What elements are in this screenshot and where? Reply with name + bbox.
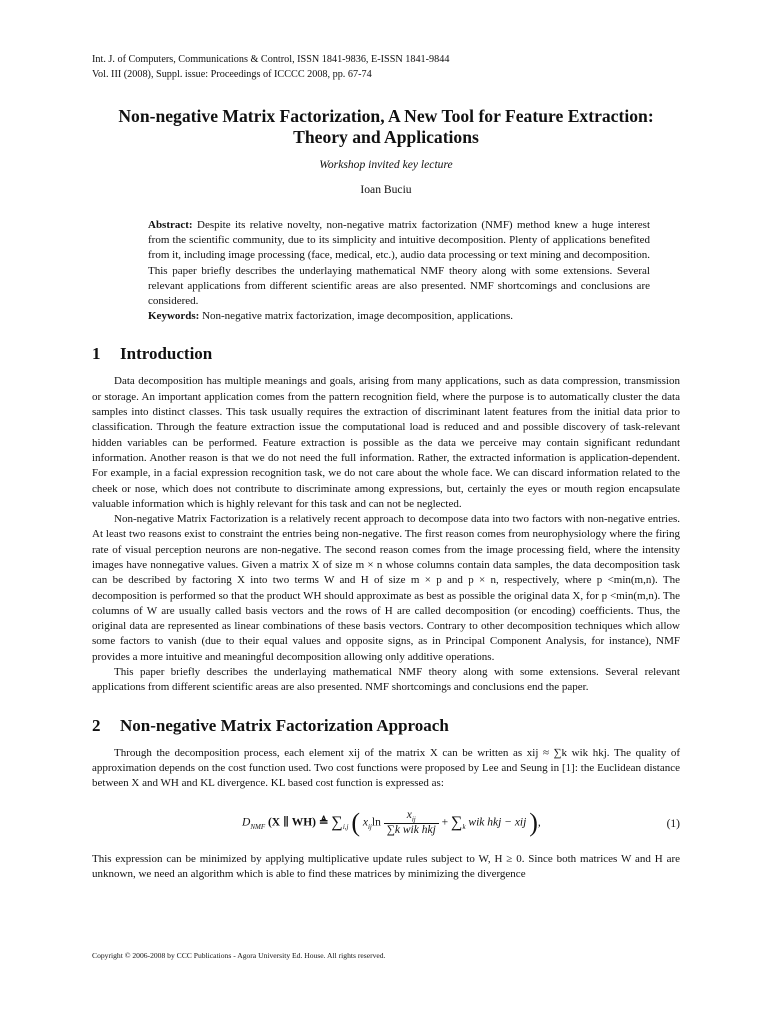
keywords-text: Non-negative matrix factorization, image decomposition, applications. bbox=[202, 310, 514, 323]
keywords-label: Keywords: bbox=[148, 310, 200, 323]
intro-paragraph-1: Data decomposition has multiple meanings and goals, arising from many applications, such as data compression, transmission or storage. An important application comes from the pattern recognition field, where the purpose is to automatically cluster the data samples into distinct classes. This task usually requires the extraction of discriminant latent features from the initial data prior to classification. Through the feature extraction issue the computational load is reduced and and possible discovery of task-relevant hidden variables can be performed. Feature extraction is possible as the data we perceive may contain significant redundant information. Another reason is that we do not need the full information. Rather, the extracted information is application-dependent. For example, in a facial expression recognition task, we do not care about the whole face. We can discard information related to the cheek or nose, which does not contribute to discriminate among expressions, but, certainly the eyes or mouth region encapsulate valuable information which is highly relevant for this task and can not be neglected. bbox=[92, 375, 680, 510]
equation-1 bbox=[92, 802, 680, 844]
equation-fraction: $\frac{x_{ij}}{\text{∑k wik hkj}}$ bbox=[384, 809, 439, 836]
equation-body: $D_{NMF}$ (X ∥ WH) ≜ $\sum_{i,j}$ ( $x_{ij}\ln$ $\frac{x_{ij}}{\text{∑k wik hkj}}$ + $\sum_k$ wik hkj − xij ), bbox=[242, 807, 541, 837]
intro-paragraph-2: Non-negative Matrix Factorization is a relatively recent approach to decompose data into two factors with non-negative entries. At least two reasons exist to constraint the entries being non-negative. The first reason comes from neurophysiology where the firing rate of visual perception neurons are non-negative. The second reason comes from the image processing field, where the intensity images have nonnegative values. Given a matrix X of size m × n whose columns contain data samples, the data decomposition task can be described by factoring X into two terms W and H of size m × p and p × n, respectively, where p <min(m,n). The decomposition is performed so that the product WH should approximate as best as possible the original data X, for p <min(m,n). The columns of W are usually called basis vectors and the rows of H are called decomposition (or encoding) coefficients. Thus, the original data are represented as linear combinations of these basis vectors. Contrary to other decomposition techniques which allow some factors to vanish (due to their equal values and opposite signs, as in Principal Component Analysis, for instance), NMF provides a more intuitive and meaningful decomposition allowing only additive operations. bbox=[92, 513, 680, 663]
abstract-text: Despite its relative novelty, non-negative matrix factorization (NMF) method knew a huge interest from the scientific community, due to its simplicity and intuitive decomposition. Plenty of applications benefited from it, including image processing (face, medical, etc.), audio data processing or text mining and decomposition. This paper briefly describes the underlaying mathematical NMF theory along with some extensions. Several relevant applications from different scientific areas are also presented. NMF shortcomings and conclusions are considered. bbox=[148, 219, 650, 308]
paper-subtitle: Workshop invited key lecture bbox=[319, 158, 453, 171]
abstract-block bbox=[148, 218, 650, 324]
journal-line-1: Int. J. of Computers, Communications & Control, ISSN 1841-9836, E-ISSN 1841-9844 bbox=[92, 54, 450, 65]
section-2-heading bbox=[92, 716, 680, 736]
paper-page bbox=[92, 52, 680, 882]
copyright-footer: Copyright © 2006-2008 by CCC Publications - Agora University Ed. House. All rights reserved. bbox=[92, 951, 386, 960]
abstract-label: Abstract: bbox=[148, 219, 193, 231]
title-line-2: Theory and Applications bbox=[293, 127, 479, 147]
equation-number: (1) bbox=[666, 817, 680, 830]
paper-title bbox=[92, 106, 680, 148]
sum-symbol-1: ∑ bbox=[331, 813, 343, 831]
section-1-title: Introduction bbox=[120, 344, 213, 364]
nmf-paragraph-1: Through the decomposition process, each element xij of the matrix X can be written as xij ≈ ∑k wik hkj. The quality of approximation depends on the cost function used. Two cost functions were proposed by Lee and Seung in [1]: the Euclidean distance between X and WH and KL divergence. KL based cost function is expressed as: bbox=[92, 746, 680, 790]
title-line-1: Non-negative Matrix Factorization, A New Tool for Feature Extraction: bbox=[118, 106, 654, 126]
journal-line-2: Vol. III (2008), Suppl. issue: Proceedings of ICCCC 2008, pp. 67-74 bbox=[92, 69, 372, 80]
journal-header bbox=[92, 52, 680, 82]
section-2-number: 2 bbox=[92, 715, 101, 735]
sum-symbol-2: ∑ bbox=[451, 813, 463, 831]
intro-paragraph-3: This paper briefly describes the underlaying mathematical NMF theory along with some extensions. Several relevant applications from different scientific areas are also presented. NMF shortcomings and conclusions end the paper. bbox=[92, 666, 680, 694]
nmf-paragraph-2: This expression can be minimized by applying multiplicative update rules subject to W, H ≥ 0. Since both matrices W and H are unknown, we need an algorithm which is able to find these matrices by minimizing the divergence bbox=[92, 852, 680, 880]
section-1-heading bbox=[92, 344, 680, 364]
section-1-number: 1 bbox=[92, 344, 101, 364]
paper-author: Ioan Buciu bbox=[360, 183, 412, 196]
section-2-title: Non-negative Matrix Factorization Approach bbox=[120, 715, 449, 735]
